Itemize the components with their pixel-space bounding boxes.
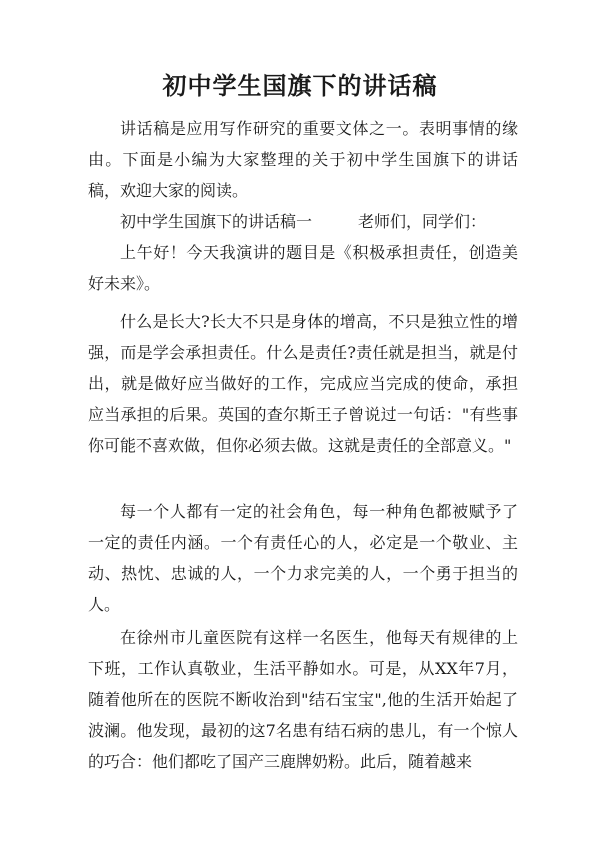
intro-paragraph: 讲话稿是应用写作研究的重要文体之一。表明事情的缘由。下面是小编为大家整理的关于初中学生国旗下的讲话稿，欢迎大家的阅读。 bbox=[88, 119, 518, 200]
paragraph-2: 什么是长大?长大不只是身体的增高，不只是独立性的增强，而是学会承担责任。什么是责任?责任就是担当，就是付出，就是做好应当做好的工作，完成应当完成的使命，承担应当承担的后果。英国的查尔斯王子曾说过一句话："有些事你可能不喜欢做，但你必须去做。这就是责任的全部意义。" bbox=[88, 312, 518, 455]
speech-heading-line bbox=[88, 206, 518, 237]
paragraph-3: 每一个人都有一定的社会角色，每一种角色都被赋予了一定的责任内涵。一个有责任心的人，必定是一个敬业、主动、热忱、忠诚的人，一个力求完美的人，一个勇于担当的人。 bbox=[88, 502, 518, 614]
speech-heading: 初中学生国旗下的讲话稿一 bbox=[120, 212, 313, 231]
greeting: 老师们，同学们： bbox=[358, 212, 487, 231]
paragraph-1: 上午好！今天我演讲的题目是《积极承担责任，创造美好未来》。 bbox=[88, 243, 518, 293]
paragraph-4: 在徐州市儿童医院有这样一名医生，他每天有规律的上下班，工作认真敬业，生活平静如水。可是，从XX年7月，随着他所在的医院不断收治到"结石宝宝",他的生活开始起了波澜。他发现，最初的这7名患有结石病的患儿，有一个惊人的巧合：他们都吃了国产三鹿牌奶粉。此后，随着越来 bbox=[88, 628, 518, 771]
document-title: 初中学生国旗下的讲话稿 bbox=[162, 71, 438, 100]
